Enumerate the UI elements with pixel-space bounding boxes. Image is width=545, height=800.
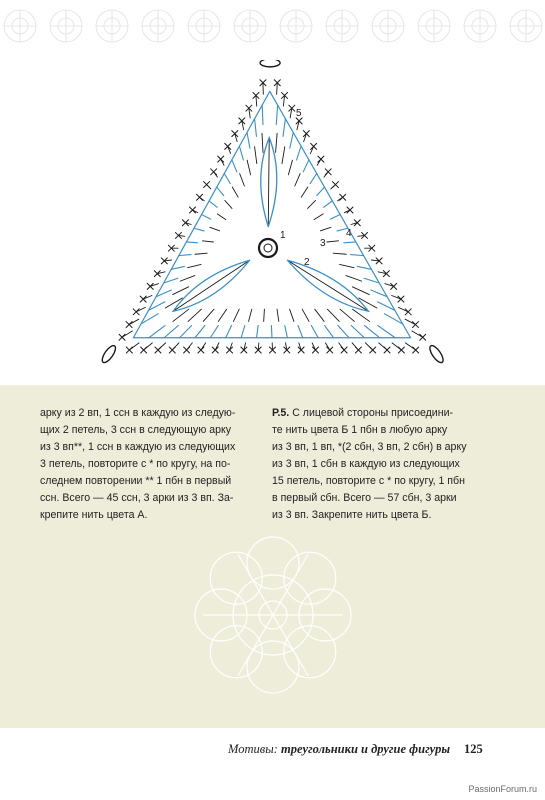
- stitch-mark: [188, 264, 201, 267]
- stitch-mark: [412, 331, 423, 337]
- crochet-chart-svg: [100, 60, 445, 370]
- stitch-mark: [351, 255, 364, 256]
- stitch-mark: [249, 309, 252, 321]
- stitch-mark: [310, 173, 317, 183]
- stitch-mark: [217, 214, 225, 220]
- instruction-line: крепите нить цвета А.: [40, 509, 148, 521]
- motif-petal: [284, 552, 336, 604]
- stitch-mark: [331, 185, 336, 189]
- stitch-mark: [210, 326, 218, 338]
- stitch-mark: [398, 307, 408, 311]
- stitch-mark: [314, 214, 323, 220]
- stitch-mark: [405, 343, 415, 350]
- stitch-mark: [378, 326, 395, 338]
- stitch-mark: [283, 119, 285, 137]
- stitch-mark: [327, 309, 339, 321]
- motif-spoke: [238, 615, 273, 676]
- stitch-mark: [295, 174, 300, 186]
- stitch-mark: [311, 326, 318, 338]
- stitch-mark: [202, 241, 213, 242]
- instructions-left-column: [40, 405, 272, 524]
- stitch-mark: [290, 132, 293, 148]
- stitch-mark: [298, 326, 303, 338]
- stitch-mark: [217, 187, 224, 195]
- stitch-mark: [202, 215, 211, 220]
- spoke-line: [173, 260, 250, 311]
- stitch-mark: [224, 173, 230, 183]
- stitch-mark: [277, 83, 278, 95]
- motif-petal: [284, 626, 336, 678]
- stitch-mark: [271, 326, 272, 338]
- stitch-mark: [255, 147, 257, 164]
- stitch-mark: [405, 319, 415, 324]
- motif-spoke: [238, 554, 273, 615]
- instruction-line: те нить цвета Б 1 пбн в любую арку: [272, 424, 448, 436]
- stitch-mark: [240, 174, 245, 186]
- stitch-mark: [180, 326, 192, 338]
- stitch-mark: [344, 242, 356, 243]
- stitch-mark: [203, 309, 214, 321]
- stitch-mark: [136, 307, 145, 311]
- site-watermark: PassionForum.ru: [468, 784, 537, 794]
- stitch-mark: [288, 160, 292, 175]
- row-number-label: 1: [280, 230, 286, 241]
- stitch-mark: [149, 326, 165, 338]
- stitch-mark: [379, 343, 387, 350]
- stitch-mark: [239, 146, 243, 160]
- chain-loop: [100, 344, 118, 365]
- stitch-mark: [232, 187, 238, 197]
- stitch-mark: [365, 343, 372, 350]
- stitch-mark: [195, 253, 207, 254]
- running-title-prefix: Мотивы:: [228, 742, 281, 756]
- stitch-mark: [218, 309, 226, 321]
- stitch-mark: [324, 172, 328, 177]
- stitch-mark: [285, 326, 288, 338]
- instruction-line: из 3 вп**, 1 ссн в каждую из следующих: [40, 441, 236, 453]
- stitch-mark: [207, 185, 211, 189]
- stitch-mark: [277, 309, 279, 321]
- stitch-mark: [232, 160, 237, 172]
- stitch-mark: [333, 253, 346, 254]
- stitch-mark: [325, 343, 329, 350]
- instruction-text: С лицевой стороны присоедини-: [289, 407, 454, 419]
- stitch-mark: [324, 201, 333, 207]
- motif-spoke: [273, 615, 308, 676]
- row-number-label: 5: [296, 108, 302, 119]
- stitch-mark: [276, 105, 277, 124]
- stitch-mark: [365, 326, 380, 338]
- spoke-line: [287, 260, 368, 311]
- motif-spoke: [273, 554, 308, 615]
- instruction-line: арку из 2 вп, 1 ссн в каждую из следую-: [40, 407, 236, 419]
- top-decorative-band: [0, 0, 545, 52]
- stitch-mark: [262, 105, 263, 124]
- stitch-mark: [172, 343, 179, 350]
- stitch-mark: [339, 343, 344, 350]
- stitch-mark: [351, 326, 364, 338]
- stitch-mark: [290, 309, 294, 321]
- row-number-label: 3: [320, 238, 326, 249]
- instruction-line: из 3 вп, 1 вп, *(2 сбн, 3 вп, 2 сбн) в арку: [272, 441, 467, 453]
- row-number-label: 2: [304, 257, 310, 268]
- stitch-mark: [225, 200, 232, 208]
- chain-loop: [427, 344, 445, 365]
- stitch-mark: [282, 147, 285, 164]
- stitch-mark: [256, 95, 257, 106]
- stitch-mark: [195, 326, 205, 338]
- stitch-mark: [122, 331, 132, 337]
- instruction-line: ссн. Всего — 45 ссн, 3 арки из 3 вп. За-: [40, 492, 234, 504]
- stitch-mark: [173, 287, 189, 295]
- instruction-line: 15 петель, повторите с * по кругу, 1 пбн: [272, 475, 465, 487]
- stitch-mark: [352, 287, 369, 295]
- magic-ring: [259, 239, 277, 257]
- stitch-mark: [247, 132, 250, 148]
- row-heading: Р.5.: [272, 407, 290, 419]
- stitch-mark: [297, 146, 302, 160]
- running-title: [228, 742, 450, 757]
- instructions-right-column: [272, 405, 504, 524]
- motif-petal: [210, 552, 262, 604]
- stitch-mark: [302, 309, 309, 321]
- stitch-mark: [303, 160, 309, 172]
- stitch-mark: [179, 255, 191, 256]
- instruction-line: 3 петель, повторите с * по кругу, на по-: [40, 458, 231, 470]
- stitch-mark: [188, 309, 201, 321]
- instruction-line: из 3 вп, 1 сбн в каждую из следующих: [272, 458, 460, 470]
- stitch-mark: [315, 309, 324, 321]
- stitch-mark: [129, 319, 139, 324]
- stitch-mark: [325, 326, 334, 338]
- stitch-mark: [301, 187, 308, 197]
- decorative-motif-watermark: [183, 525, 363, 705]
- stitch-mark: [210, 227, 220, 230]
- motif-petal: [210, 626, 262, 678]
- running-title-bold: треугольники и другие фигуры: [280, 742, 450, 756]
- instruction-line: из 3 вп. Закрепите нить цвета Б.: [272, 509, 432, 521]
- lace-border-decoration: [0, 0, 545, 52]
- stitch-mark: [320, 227, 330, 230]
- motif-petal: [247, 537, 299, 589]
- stitch-mark: [357, 266, 371, 269]
- stitch-mark: [308, 200, 316, 208]
- stitch-mark: [129, 343, 139, 350]
- page-footer: [0, 728, 545, 800]
- stitch-mark: [247, 160, 250, 175]
- magic-ring-inner: [264, 244, 272, 252]
- stitch-mark: [187, 343, 193, 350]
- stitch-mark: [392, 343, 401, 350]
- stitch-mark: [317, 187, 325, 195]
- stitch-mark: [346, 276, 362, 282]
- stitch-mark: [201, 343, 206, 350]
- stitch-mark: [330, 215, 340, 220]
- stitch-mark: [233, 309, 239, 321]
- stitch-mark: [276, 133, 278, 152]
- row-number-label: 4: [346, 228, 352, 239]
- stitch-mark: [144, 343, 153, 350]
- stitch-mark: [255, 119, 257, 137]
- stitch-mark: [257, 326, 259, 338]
- stitch-mark: [186, 242, 197, 243]
- instructions-panel: [0, 385, 545, 728]
- stitch-mark: [327, 241, 339, 242]
- stitch-mark: [241, 326, 245, 338]
- stitch-mark: [209, 201, 217, 207]
- stitch-mark: [158, 343, 166, 350]
- stitch-mark: [338, 326, 349, 338]
- instruction-line: [272, 405, 504, 422]
- spoke-line: [268, 138, 269, 227]
- instruction-line: следнем повторении ** 1 пбн в первый: [40, 475, 232, 487]
- instruction-line: щих 2 петель, 3 ссн в следующую арку: [40, 424, 232, 436]
- stitch-mark: [226, 326, 232, 338]
- stitch-mark: [194, 228, 204, 231]
- stitch-mark: [340, 264, 354, 267]
- crochet-diagram: [100, 60, 445, 370]
- stitch-mark: [352, 343, 358, 350]
- stitch-mark: [264, 309, 265, 321]
- motif-petal: [247, 641, 299, 693]
- instruction-line: в первый сбн. Всего — 57 сбн, 3 арки: [272, 492, 457, 504]
- stitch-mark: [164, 326, 178, 338]
- stitch-mark: [340, 309, 354, 321]
- stitch-mark: [215, 343, 219, 350]
- stitch-mark: [262, 133, 263, 152]
- chain-loop: [260, 60, 280, 67]
- page-number: 125: [464, 742, 483, 756]
- stitch-mark: [180, 276, 195, 282]
